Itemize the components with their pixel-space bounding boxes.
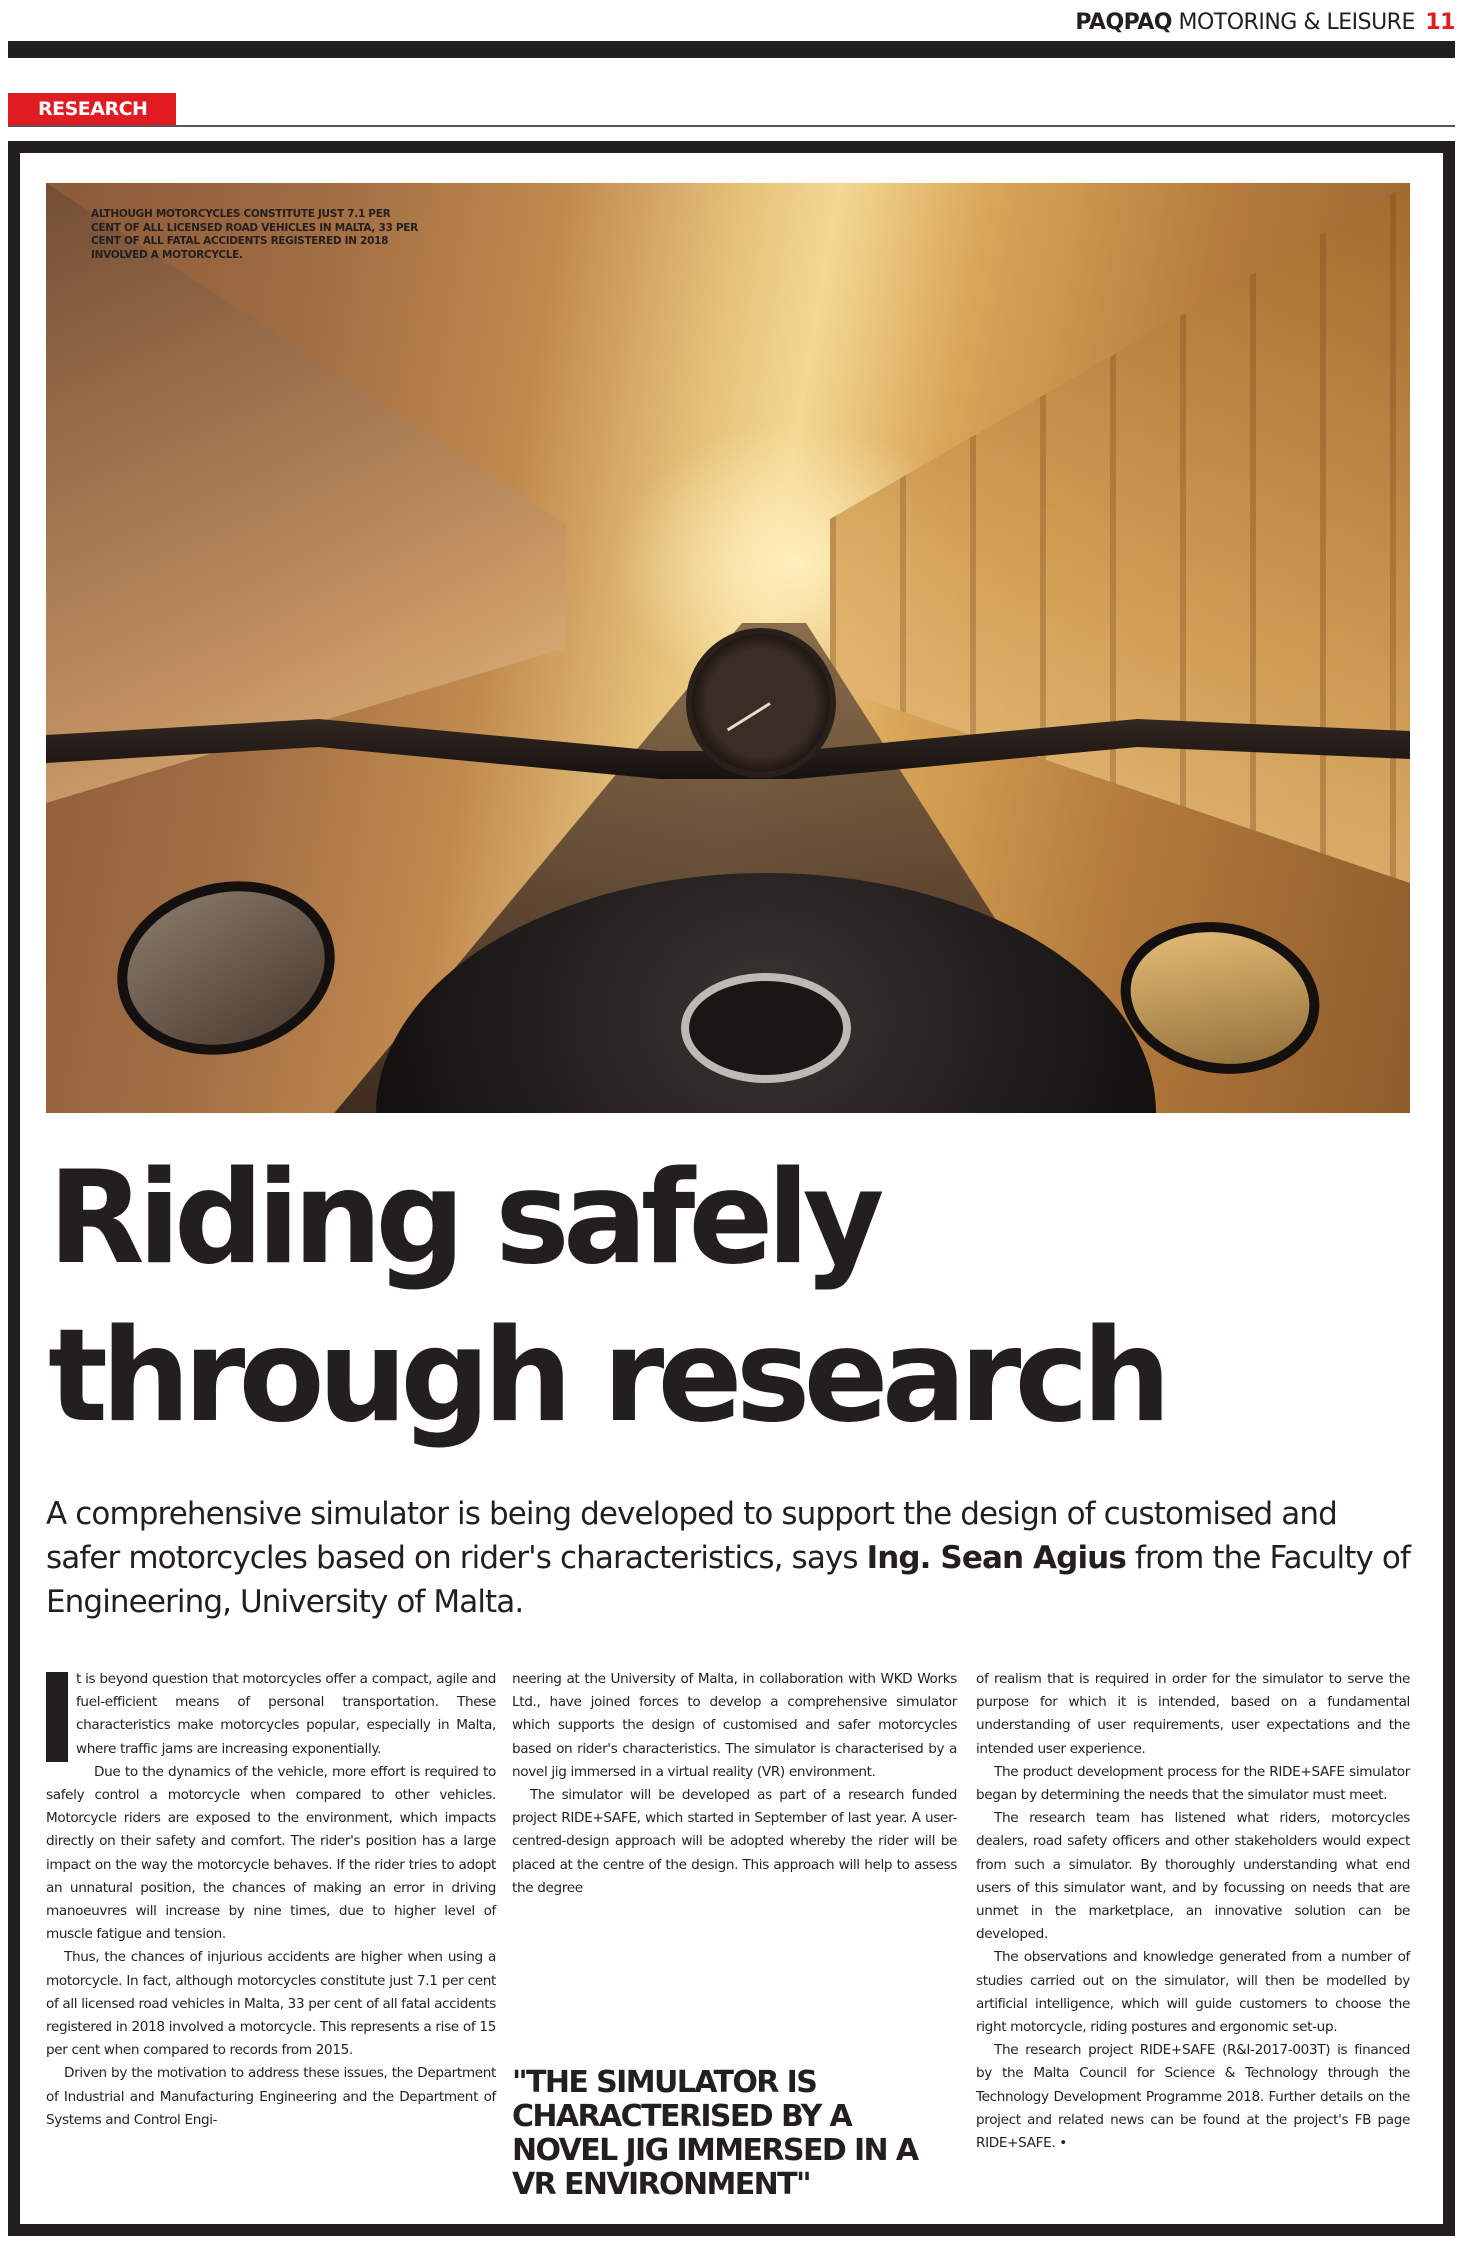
body-paragraph: of realism that is required in order for the simulator to serve the purpose for which it is intended, based on a fundamental understanding of user requirements, user expectations and the intended user experience.	[976, 1671, 1410, 1757]
body-paragraph: t is beyond question that motorcycles offer a compact, agile and fuel-efficient means of personal transportation. These characteristics make motorcycles popular, especially in Malta, where traffic jams are increasing exponentially.	[76, 1671, 496, 1757]
standfirst-affiliation: from the Faculty of Engineering, University of Malta.	[46, 1540, 1410, 1620]
body-paragraph: The research project RIDE+SAFE (R&I-2017-003T) is financed by the Malta Council for Science & Technology through the Technology Development Programme 2018. Further details on the project and related news can be found at the project's FB page RIDE+SAFE. •	[976, 2042, 1410, 2152]
speedometer-icon	[686, 628, 836, 778]
body-paragraph: The observations and knowledge generated from a number of studies carried out on the simulator, will then be modelled by artificial intelligence, which will guide customers to choose the right motorcycle, riding postures and ergonomic set-up.	[976, 1949, 1410, 2036]
publication-brand: PAQPAQ	[1075, 10, 1172, 35]
standfirst-text: A comprehensive simulator is being developed to support the design of customised and safer motorcycles based on rider's characteristics, says	[46, 1496, 1337, 1576]
photo-caption: ALTHOUGH MOTORCYCLES CONSTITUTE JUST 7.1 PER CENT OF ALL LICENSED ROAD VEHICLES IN MALTA, 33 PER CENT OF ALL FATAL ACCIDENTS REGISTERED IN 2018 INVOLVED A MOTORCYCLE.	[91, 208, 418, 261]
masthead-divider-bar	[8, 41, 1455, 58]
article-standfirst	[46, 1492, 1416, 1624]
photo-mirror-left	[99, 859, 354, 1077]
article-headline	[48, 1140, 1381, 1456]
body-paragraph: neering at the University of Malta, in collaboration with WKD Works Ltd., have joined forces to develop a comprehensive simulator which supports the design of customised and safer motorcycles based on rider's characteristics. The simulator is characterised by a novel jig immersed in a virtual reality (VR) environment.	[512, 1671, 957, 1780]
body-column-2	[512, 1668, 957, 1900]
page-number: 11	[1425, 10, 1455, 35]
photo-street-wall-left	[46, 183, 566, 803]
body-paragraph: The simulator will be developed as part of a research funded project RIDE+SAFE, which started in September of last year. A user-centred-design approach will be adopted whereby the rider will be placed at the centre of the design. This approach will help to assess the degree	[512, 1787, 957, 1896]
body-column-3	[976, 1668, 1410, 2155]
headline-line-1: Riding safely	[48, 1144, 878, 1293]
body-column-1	[46, 1668, 496, 2132]
body-paragraph: The product development process for the RIDE+SAFE simulator began by determining the needs that the simulator must meet.	[976, 1763, 1410, 1804]
headline-line-2: through research	[48, 1302, 1165, 1451]
article-photo	[46, 183, 1410, 1113]
photo-building-right	[830, 183, 1410, 883]
pull-quote: "THE SIMULATOR IS CHARACTERISED BY A NOVEL JIG IMMERSED IN A VR ENVIRONMENT"	[512, 2065, 918, 2202]
body-paragraph: The research team has listened what riders, motorcycles dealers, road safety officers and other stakeholders would expect from such a simulator. By thoroughly understanding what end users of this simulator want, and by focussing on needs that are unmet in the marketplace, an innovative solution can be developed.	[976, 1810, 1410, 1943]
body-paragraph: Driven by the motivation to address these issues, the Department of Industrial and Manufacturing Engineering and the Department of Systems and Control Engi-	[46, 2065, 496, 2128]
body-paragraph: Due to the dynamics of the vehicle, more effort is required to safely control a motorcycle when compared to other vehicles. Motorcycle riders are exposed to the environment, which impacts directly on their safety and comfort. The rider's position has a large impact on the way the motorcycle behaves. If the rider tries to adopt an unnatural position, the chances of making an error in driving manoeuvres will increase by nine times, due to higher level of muscle fatigue and tension.	[46, 1763, 496, 1943]
section-label-tab: RESEARCH	[8, 93, 176, 126]
photo-fuel-cap	[681, 973, 851, 1083]
body-paragraph: Thus, the chances of injurious accidents are higher when using a motorcycle. In fact, although motorcycles constitute just 7.1 per cent of all licensed road vehicles in Malta, 33 per cent of all fatal accidents registered in 2018 involved a motorcycle. This represents a rise of 15 per cent when compared to records from 2015.	[46, 1949, 496, 2059]
page-masthead	[8, 6, 1455, 40]
drop-cap-i	[46, 1672, 68, 1762]
publication-section: MOTORING & LEISURE	[1178, 10, 1415, 35]
section-rule	[8, 125, 1455, 127]
author-name: Ing. Sean Agius	[866, 1540, 1126, 1576]
